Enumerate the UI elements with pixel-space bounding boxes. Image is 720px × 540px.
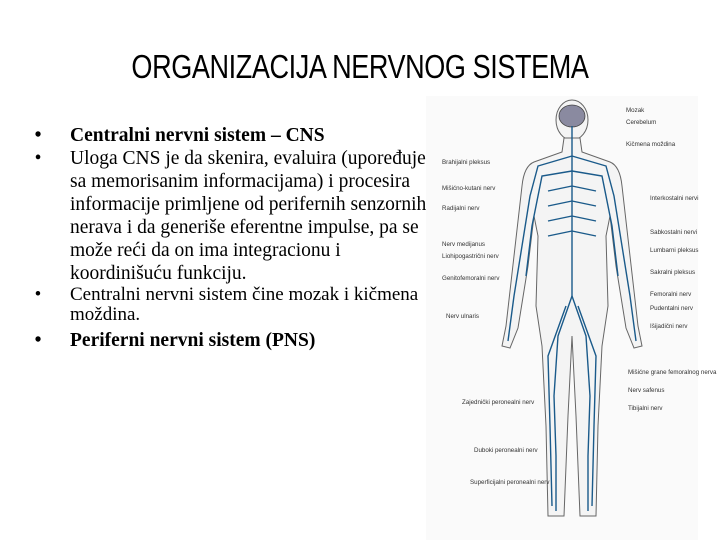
- bullet-dot-icon: •: [34, 148, 42, 169]
- figure-label: Radijalni nerv: [442, 205, 480, 212]
- figure-label: Duboki peronealni nerv: [474, 447, 538, 454]
- figure-label: Cerebelum: [626, 119, 657, 126]
- bullet-item: [28, 329, 428, 352]
- slide-title: ORGANIZACIJA NERVNOG SISTEMA: [131, 48, 589, 85]
- figure-label: Zajednički peronealni nerv: [462, 399, 535, 406]
- figure-label: Liohipogastrični nerv: [442, 253, 499, 260]
- bullet-text: Centralni nervni sistem – CNS: [70, 125, 325, 146]
- bullet-text: Uloga CNS je da skenira, evaluira (upoređuje sa memorisanim informacijama) i procesira informacije primljene od perifernih senzornih nerava i da generiše eferentne impulse, pa se može reći da on ima integracionu i koordinišuću funkciju.: [70, 148, 427, 284]
- figure-label: Sabkostalni nervi: [650, 229, 698, 236]
- figure-label: Mozak: [626, 107, 645, 114]
- bullet-dot-icon: •: [34, 125, 42, 146]
- bullet-dot-icon: •: [34, 284, 42, 305]
- figure-label: Nerv safenus: [628, 387, 665, 394]
- bullet-text: Centralni nervni sistem čine mozak i kičmena moždina.: [70, 284, 419, 325]
- figure-label: Lumbarni pleksus: [650, 247, 699, 254]
- figure-label: Femoralni nerv: [650, 291, 692, 298]
- figure-label: Mišićno-kutani nerv: [442, 185, 496, 192]
- nervous-system-illustration: [426, 96, 717, 540]
- figure-label: Interkostalni nervi: [650, 195, 699, 202]
- bullet-dot-icon: •: [34, 330, 42, 351]
- figure-label: Genitofemoralni nerv: [442, 275, 500, 282]
- nervous-system-figure: [426, 96, 717, 540]
- figure-label: Superficijalni peronealni nerv: [470, 479, 550, 486]
- figure-label: Nerv ulnaris: [446, 313, 480, 320]
- bullet-item: [28, 285, 428, 325]
- figure-label: Brahijalni pleksus: [442, 159, 491, 166]
- figure-label: Išijadični nerv: [650, 323, 688, 330]
- labels-right: [626, 107, 717, 412]
- figure-label: Mišićne grane femoralnog nerva: [628, 369, 717, 376]
- bullet-item: [28, 147, 428, 285]
- figure-label: Nerv medijanus: [442, 241, 485, 248]
- figure-label: Sakralni pleksus: [650, 269, 696, 276]
- bullet-text: Periferni nervni sistem (PNS): [70, 330, 316, 351]
- figure-label: Tibijalni nerv: [628, 405, 663, 412]
- figure-label: Pudentalni nerv: [650, 305, 693, 312]
- figure-label: Kičmena moždina: [626, 141, 676, 148]
- brain-icon: [559, 105, 585, 127]
- bullet-item: [28, 124, 428, 147]
- bullet-list: [28, 124, 428, 352]
